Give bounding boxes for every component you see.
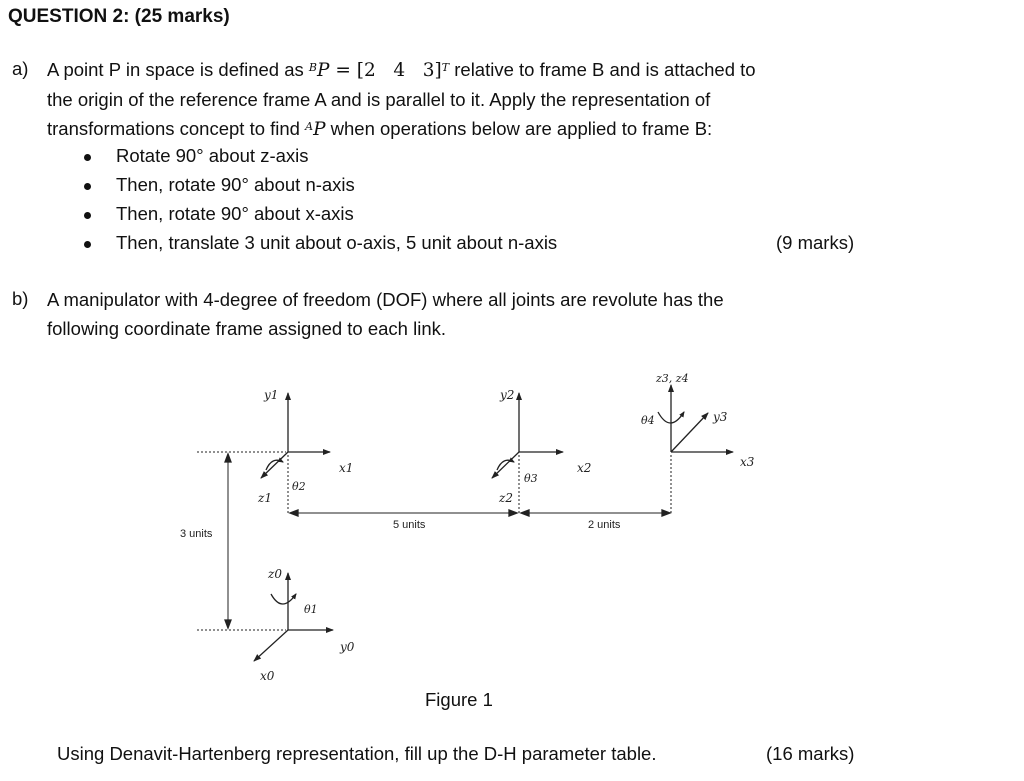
figure-caption: Figure 1 [425,689,493,710]
label-x2: x2 [577,461,592,475]
part-a-label: a) [12,58,29,79]
label-z3-z4: z3, z4 [656,372,689,385]
dimension-arrowhead-left [290,510,298,516]
part-a-line-2: the origin of the reference frame A and is parallel to it. Apply the representation of [47,89,711,110]
dimension-arrowhead-left [521,510,529,516]
label-y3: y3 [713,410,728,424]
dimension-label-5-units: 5 units [393,519,426,531]
dimension-arrowhead-right [662,510,670,516]
part-b-marks: (16 marks) [766,743,855,764]
dimension-arrowhead-right [509,510,517,516]
theta1-rotation-arrow [271,594,296,604]
label-x3: x3 [740,455,755,469]
part-a-line-1: A point P in space is defined as $^B$P = [2 4 3]$^T$ relative to frame B and is attached to [47,59,756,81]
label-theta1: θ1 [304,603,318,616]
bullet-item: Then, rotate 90° about n-axis [116,174,355,195]
label-x0: x0 [260,669,275,683]
dimension-arrowhead-down [225,620,231,628]
bullet-item: Then, translate 3 unit about o-axis, 5 unit about n-axis [116,232,558,253]
frame1-z-axis [261,452,288,478]
part-a-line-3: transformations concept to find $^A$P when operations below are applied to frame B: [47,118,713,140]
label-theta2: θ2 [292,480,306,493]
question-title: QUESTION 2: (25 marks) [8,6,230,27]
dimension-label-2-units: 2 units [588,519,621,531]
part-b-line-2: following coordinate frame assigned to each link. [47,318,447,339]
bullet-item: Then, rotate 90° about x-axis [116,203,354,224]
label-x1: x1 [339,461,354,475]
bullet-item: Rotate 90° about z-axis [116,145,309,166]
label-y0: y0 [340,640,355,654]
part-a-marks: (9 marks) [776,232,855,253]
frame3-y-axis [671,413,708,452]
label-theta4: θ4 [641,414,655,427]
dimension-arrowhead-up [225,454,231,462]
dh-instruction: Using Denavit-Hartenberg representation, fill up the D-H parameter table. [57,743,657,764]
label-y1: y1 [264,388,279,402]
label-z1: z1 [258,491,272,505]
label-z2: z2 [499,491,513,505]
dimension-label-3-units: 3 units [180,528,213,540]
label-theta3: θ3 [524,472,538,485]
part-b-line-1: A manipulator with 4-degree of freedom (DOF) where all joints are revolute has the [47,289,724,310]
part-b-label: b) [12,288,29,309]
label-z0: z0 [268,567,282,581]
label-y2: y2 [500,388,515,402]
frame2-z-axis [492,452,519,478]
frame0-x-axis [254,630,288,661]
